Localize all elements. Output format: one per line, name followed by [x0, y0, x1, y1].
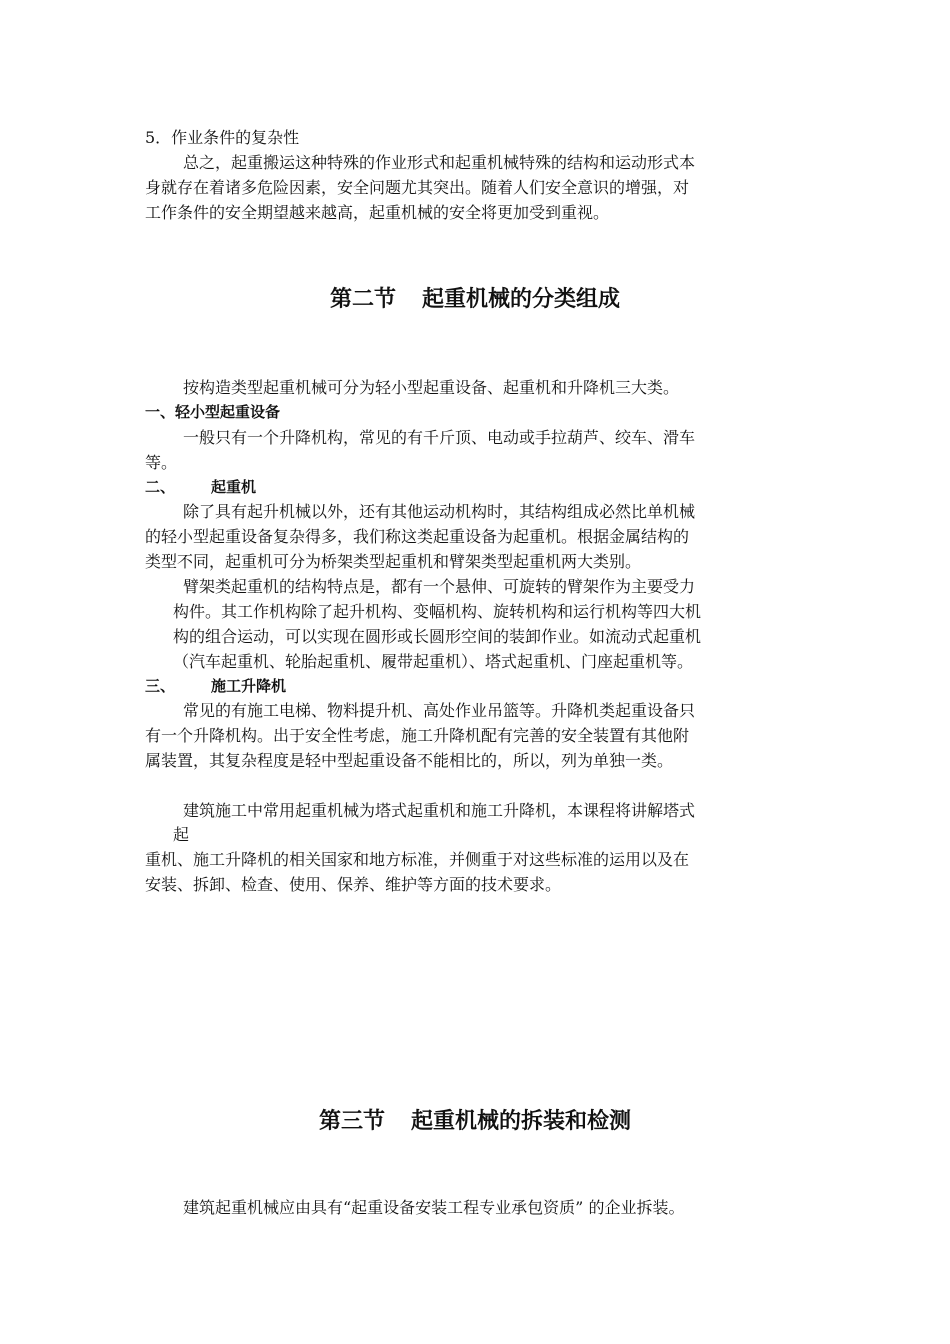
- summary-paragraph-line: 身就存在着诸多危险因素，安全问题尤其突出。随着人们安全意识的增强，对: [145, 178, 690, 197]
- subsection-two-line: 除了具有起升机械以外，还有其他运动机构时，其结构组成必然比单机械: [183, 502, 696, 521]
- subsection-three-line: 常见的有施工电梯、物料提升机、高处作业吊篮等。升降机类起重设备只: [183, 701, 696, 720]
- section-three-intro: 建筑起重机械应由具有“起重设备安装工程专业承包资质” 的企业拆装。: [183, 1198, 685, 1217]
- subsection-three-number: 三、: [145, 677, 176, 695]
- boom-crane-line: 臂架类起重机的结构特点是，都有一个悬伸、可旋转的臂架作为主要受力: [183, 577, 696, 596]
- subsection-two-heading: [145, 476, 256, 498]
- section-two-intro: 按构造类型起重机械可分为轻小型起重设备、起重机和升降机三大类。: [183, 378, 680, 397]
- subsection-one-line: 等。: [145, 453, 178, 472]
- section-two-heading: [0, 285, 950, 315]
- summary-paragraph-line: 工作条件的安全期望越来越高，起重机械的安全将更加受到重视。: [145, 203, 610, 222]
- section-three-heading: [0, 1107, 950, 1137]
- subsection-three-line: 属装置，其复杂程度是轻中型起重设备不能相比的，所以，列为单独一类。: [145, 751, 674, 770]
- section-three-title: 起重机械的拆装和检测: [411, 1109, 632, 1134]
- section-three-number: 第三节: [318, 1109, 385, 1134]
- subsection-two-number: 二、: [145, 478, 176, 496]
- subsection-two-line: 的轻小型起重设备复杂得多，我们称这类起重设备为起重机。根据金属结构的: [145, 527, 690, 546]
- section-two-number: 第二节: [329, 287, 396, 312]
- closing-paragraph-line: 建筑施工中常用起重机械为塔式起重机和施工升降机，本课程将讲解塔式: [183, 801, 696, 820]
- boom-crane-line: （汽车起重机、轮胎起重机、履带起重机）、塔式起重机、门座起重机等。: [173, 652, 694, 671]
- subsection-three-heading: [145, 675, 286, 697]
- list-item-5: 5．作业条件的复杂性: [145, 128, 300, 147]
- boom-crane-line: 构件。其工作机构除了起升机构、变幅机构、旋转机构和运行机构等四大机: [173, 602, 702, 621]
- subsection-two-title: 起重机: [211, 478, 257, 496]
- boom-crane-line: 构的组合运动，可以实现在圆形或长圆形空间的装卸作业。如流动式起重机: [173, 627, 702, 646]
- subsection-three-title: 施工升降机: [211, 677, 287, 695]
- summary-paragraph-line: 总之，起重搬运这种特殊的作业形式和起重机械特殊的结构和运动形式本: [183, 153, 696, 172]
- subsection-two-line: 类型不同，起重机可分为桥架类型起重机和臂架类型起重机两大类别。: [145, 552, 642, 571]
- subsection-one-line: 一般只有一个升降机构，常见的有千斤顶、电动或手拉葫芦、绞车、滑车: [183, 428, 696, 447]
- subsection-three-line: 有一个升降机构。出于安全性考虑，施工升降机配有完善的安全装置有其他附: [145, 726, 690, 745]
- section-two-title: 起重机械的分类组成: [422, 287, 621, 312]
- closing-paragraph-line: 重机、施工升降机的相关国家和地方标准，并侧重于对这些标准的运用以及在: [145, 850, 690, 869]
- subsection-one-heading: 一、轻小型起重设备: [145, 403, 281, 421]
- closing-paragraph-line: 安装、拆卸、检查、使用、保养、维护等方面的技术要求。: [145, 875, 562, 894]
- closing-paragraph-line: 起: [173, 825, 190, 844]
